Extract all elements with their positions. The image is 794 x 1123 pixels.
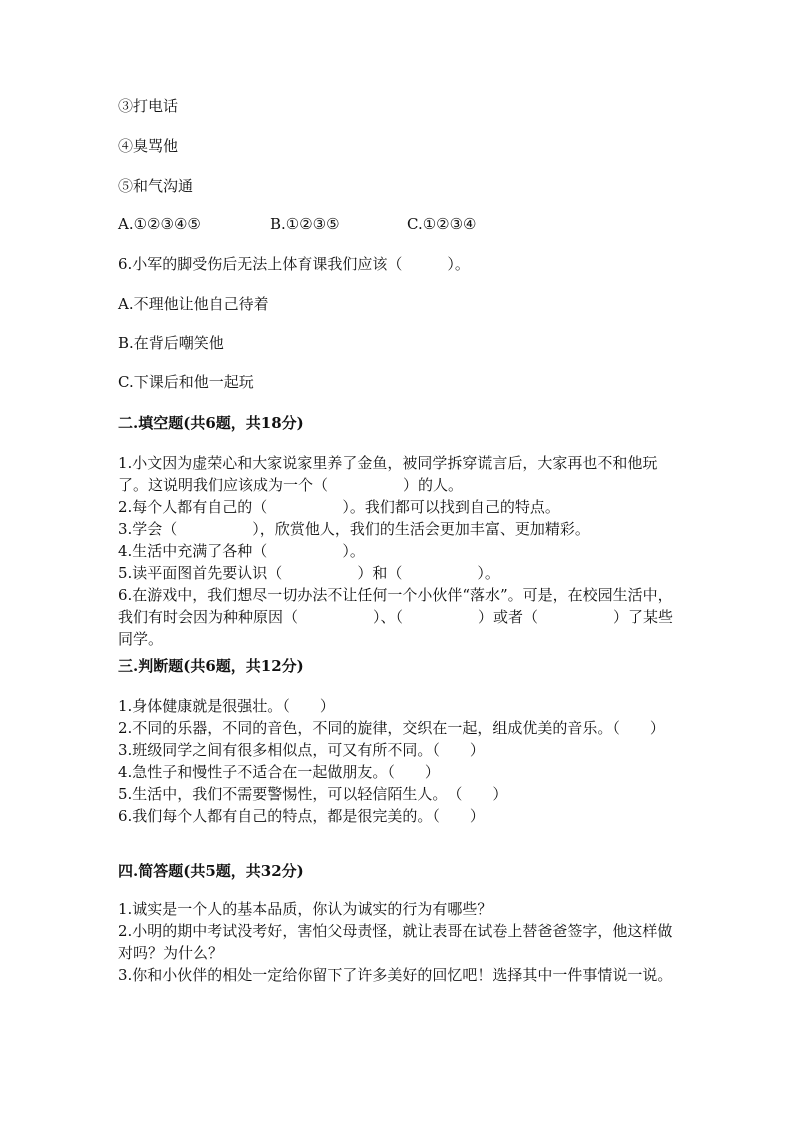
section4-title: 四.简答题(共5题，共32分) <box>118 862 304 880</box>
option-item-3: ③打电话 <box>118 97 179 115</box>
fill-question-1: 1.小文因为虚荣心和大家说家里养了金鱼，被同学拆穿谎言后，大家再也不和他玩了。这说明我们应该成为一个（ ）的人。 <box>118 454 658 494</box>
judge-question-4: 4.急性子和慢性子不适合在一起做朋友。（ ） <box>118 763 440 781</box>
judge-question-6: 6.我们每个人都有自己的特点，都是很完美的。（ ） <box>118 807 485 825</box>
section2-title: 二.填空题(共6题，共18分) <box>118 414 304 432</box>
short-answer-question-1: 1.诚实是一个人的基本品质，你认为诚实的行为有哪些？ <box>118 900 493 918</box>
q5-choice-b: B.①②③⑤ <box>270 215 340 233</box>
short-answer-question-2: 2.小明的期中考试没考好，害怕父母责怪，就让表哥在试卷上替爸爸签字，他这样做对吗？为什么？ <box>118 922 673 962</box>
option-item-4: ④臭骂他 <box>118 137 179 155</box>
q6-option-b: B.在背后嘲笑他 <box>118 334 224 352</box>
fill-question-6: 6.在游戏中，我们想尽一切办法不让任何一个小伙伴“落水”。可是，在校园生活中，我们有时会因为种种原因（ ）、（ ）或者（ ）了某些同学。 <box>118 586 674 648</box>
fill-question-5: 5.读平面图首先要认识（ ）和（ ）。 <box>118 564 500 582</box>
section3-items <box>118 695 674 827</box>
q5-choices <box>118 213 477 235</box>
judge-question-1: 1.身体健康就是很强壮。（ ） <box>118 697 335 715</box>
q6-option-c: C.下课后和他一起玩 <box>118 373 254 391</box>
fill-question-2: 2.每个人都有自己的（ ）。我们都可以找到自己的特点。 <box>118 498 560 516</box>
q5-choice-c: C.①②③④ <box>407 215 477 233</box>
q6-option-a: A.不理他让他自己待着 <box>118 295 269 313</box>
section3-title: 三.判断题(共6题，共12分) <box>118 657 304 675</box>
section4-items <box>118 898 674 986</box>
fill-question-4: 4.生活中充满了各种（ ）。 <box>118 542 365 560</box>
judge-question-5: 5.生活中，我们不需要警惕性，可以轻信陌生人。 （ ） <box>118 785 508 803</box>
option-item-5: ⑤和气沟通 <box>118 177 194 195</box>
section2-items <box>118 452 674 650</box>
q6-stem: 6.小军的脚受伤后无法上体育课我们应该（ ）。 <box>118 255 470 273</box>
judge-question-3: 3.班级同学之间有很多相似点，可又有所不同。（ ） <box>118 741 485 759</box>
judge-question-2: 2.不同的乐器，不同的音色，不同的旋律，交织在一起，组成优美的音乐。（ ） <box>118 719 665 737</box>
q5-choice-a: A.①②③④⑤ <box>118 215 201 233</box>
short-answer-question-3: 3.你和小伙伴的相处一定给你留下了许多美好的回忆吧！选择其中一件事情说一说。 <box>118 966 673 984</box>
fill-question-3: 3.学会（ ），欣赏他人，我们的生活会更加丰富、更加精彩。 <box>118 520 590 538</box>
